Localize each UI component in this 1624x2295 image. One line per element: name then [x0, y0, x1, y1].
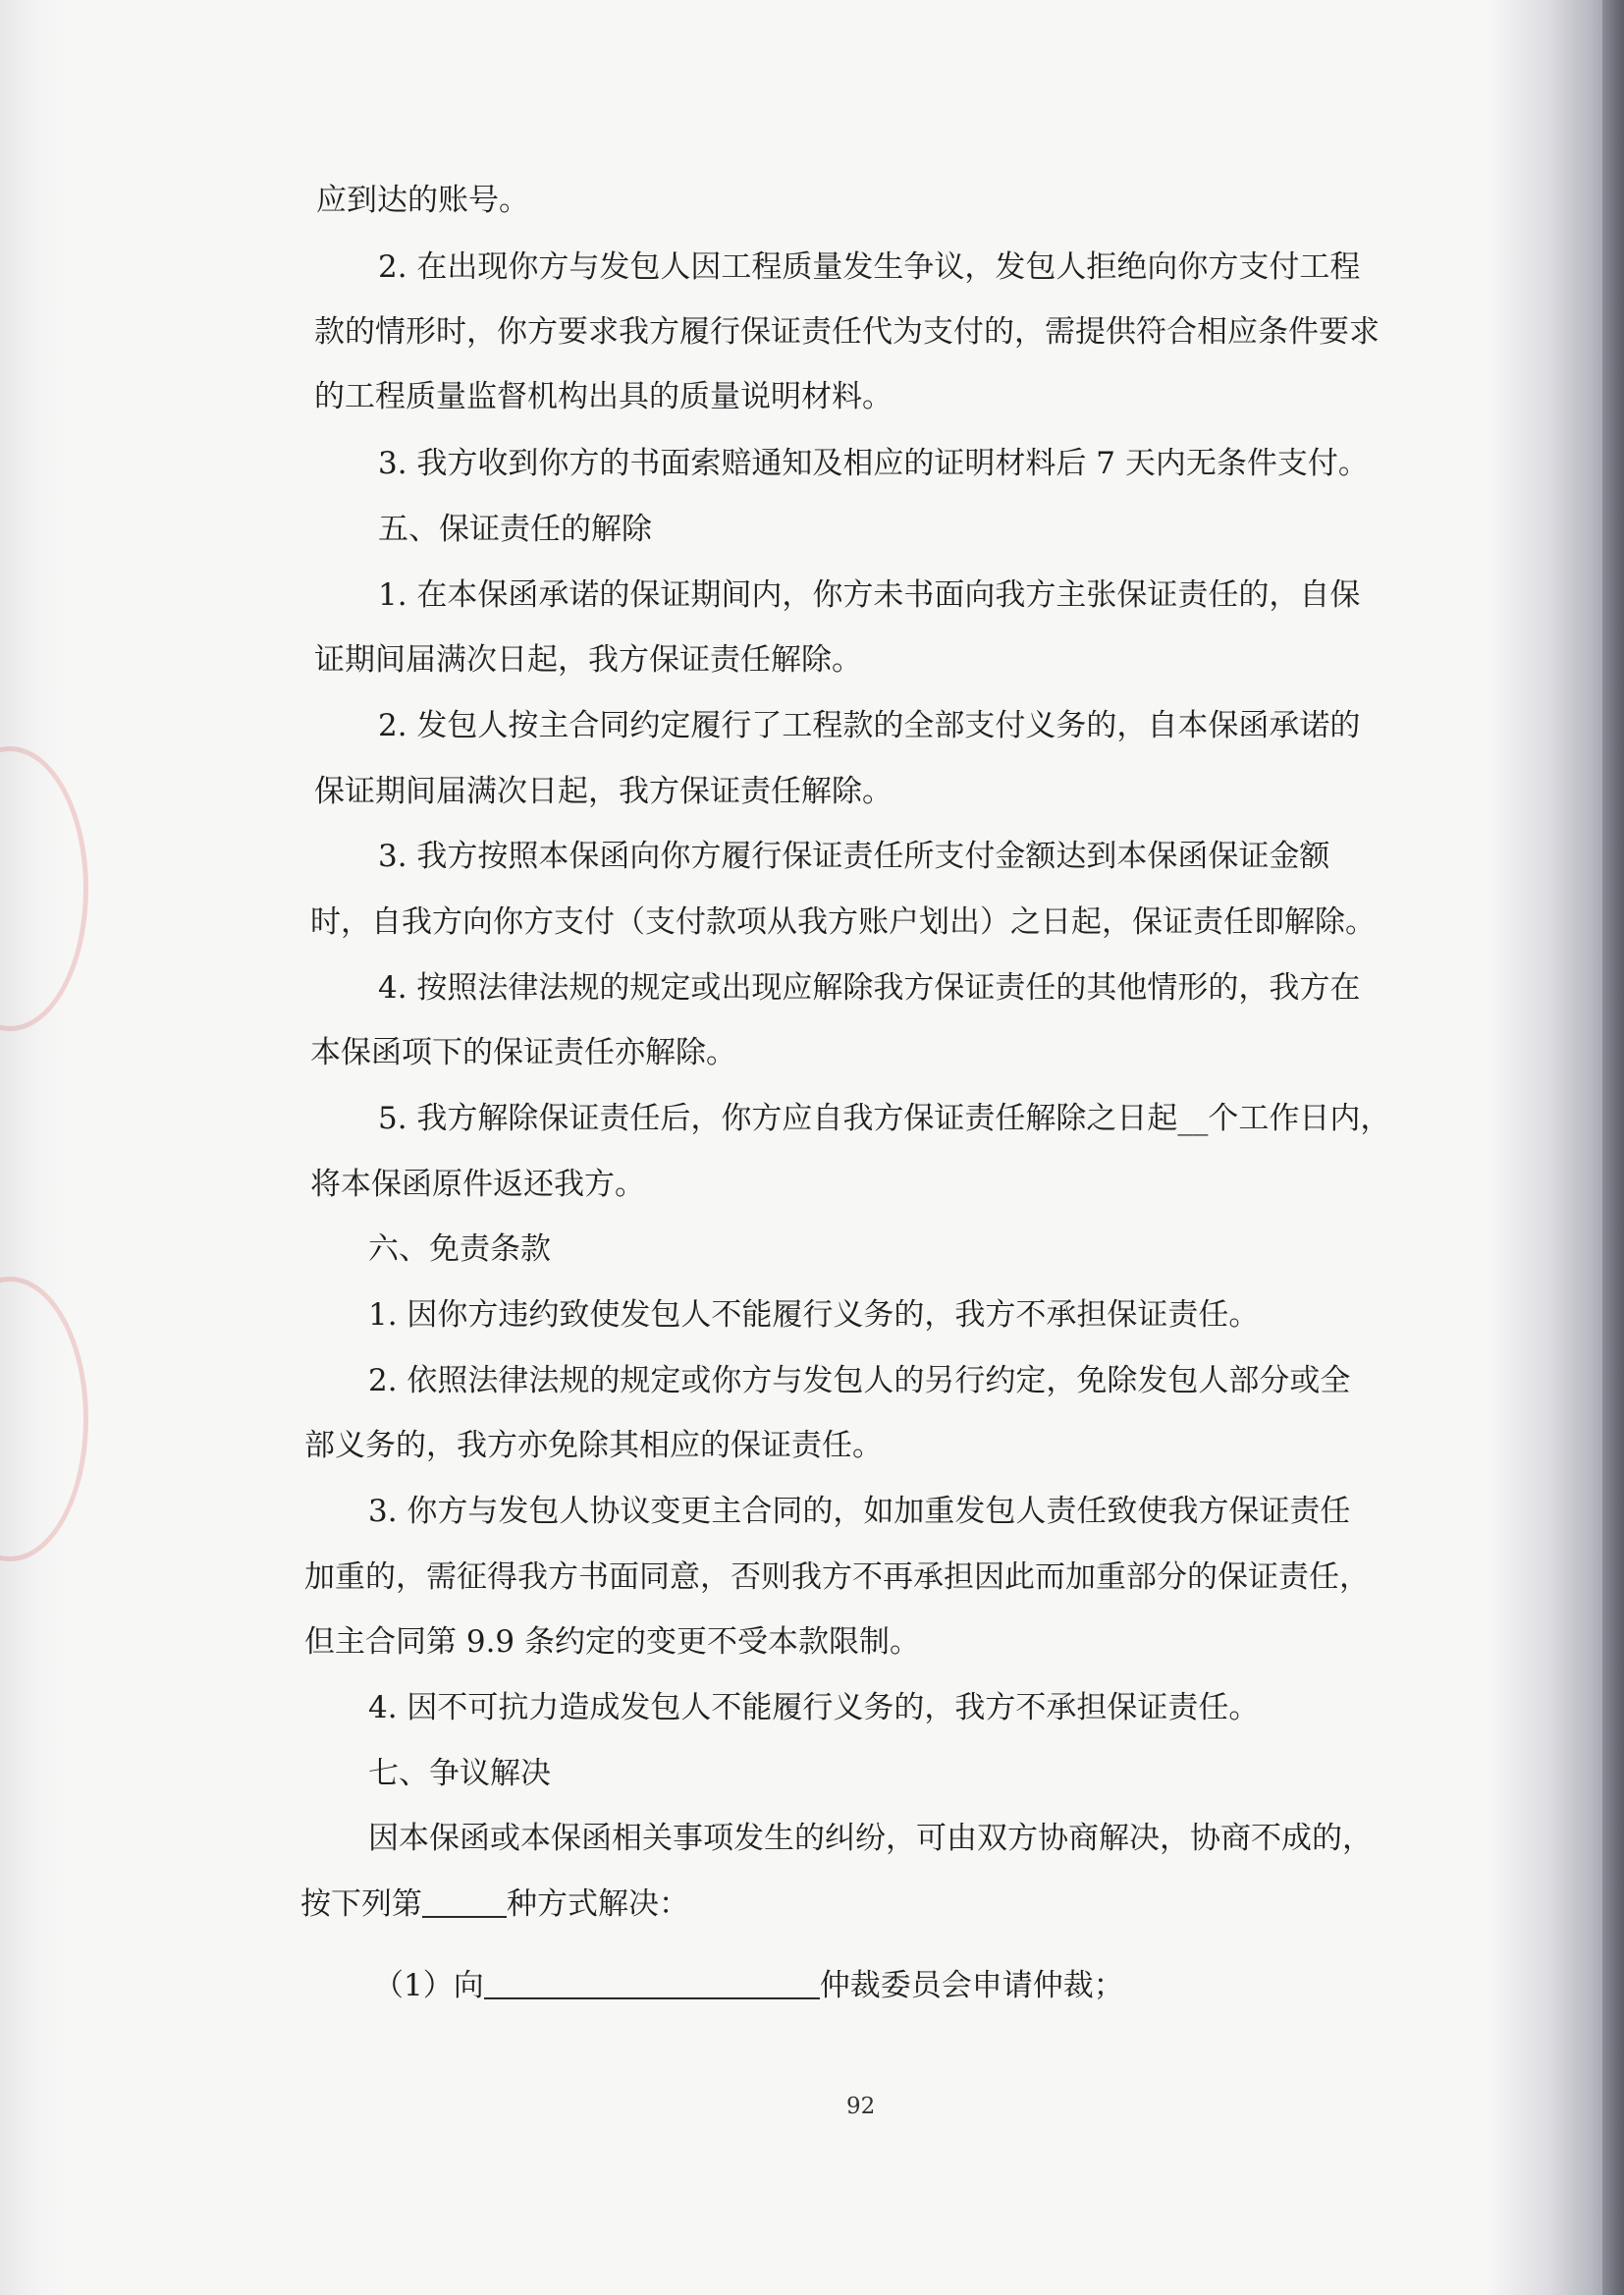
text-line: 但主合同第 9.9 条约定的变更不受本款限制。 — [304, 1624, 921, 1660]
text-line: 本保函项下的保证责任亦解除。 — [310, 1035, 736, 1070]
arbitration-line-suffix: 仲裁委员会申请仲裁； — [819, 1968, 1124, 2003]
text-line: 3. 你方与发包人协议变更主合同的，如加重发包人责任致使我方保证责任 — [368, 1494, 1351, 1529]
scan-left-shadow — [0, 0, 69, 2295]
text-line: 3. 我方按照本保函向你方履行保证责任所支付金额达到本保函保证金额 — [378, 839, 1330, 874]
text-line: 1. 因你方违约致使发包人不能履行义务的，我方不承担保证责任。 — [368, 1297, 1260, 1333]
scan-right-binding — [1602, 0, 1624, 2295]
text-line: 因本保函或本保函相关事项发生的纠纷，可由双方协商解决，协商不成的， — [368, 1821, 1373, 1856]
text-line: 1. 在本保函承诺的保证期间内，你方未书面向我方主张保证责任的，自保 — [378, 577, 1361, 613]
text-line: 2. 发包人按主合同约定履行了工程款的全部支付义务的，自本保函承诺的 — [378, 708, 1361, 743]
arbitration-line-prefix: （1）向 — [373, 1968, 484, 2003]
text-line: 将本保函原件返还我方。 — [310, 1167, 645, 1202]
section-heading: 六、免责条款 — [368, 1231, 551, 1267]
red-seal-stamp — [0, 746, 88, 1031]
red-seal-stamp — [0, 1277, 88, 1561]
text-line: 部义务的，我方亦免除其相应的保证责任。 — [304, 1428, 883, 1463]
text-line: 应到达的账号。 — [316, 183, 529, 218]
text-line: 保证期间届满次日起，我方保证责任解除。 — [314, 774, 893, 809]
section-heading: 七、争议解决 — [368, 1756, 551, 1791]
text-line: 加重的，需征得我方书面同意，否则我方不再承担因此而加重部分的保证责任， — [304, 1559, 1370, 1595]
choice-line-prefix: 按下列第 — [300, 1886, 422, 1922]
page-number: 92 — [846, 2094, 876, 2119]
text-line: 的工程质量监督机构出具的质量说明材料。 — [314, 379, 893, 414]
text-line: 4. 按照法律法规的规定或出现应解除我方保证责任的其他情形的，我方在 — [378, 970, 1361, 1006]
text-line: 4. 因不可抗力造成发包人不能履行义务的，我方不承担保证责任。 — [368, 1690, 1260, 1725]
text-line: 2. 在出现你方与发包人因工程质量发生争议，发包人拒绝向你方支付工程 — [378, 249, 1361, 285]
section-heading: 五、保证责任的解除 — [378, 512, 652, 547]
dispute-choice-line — [300, 1883, 689, 1926]
arbitration-line — [373, 1964, 1124, 2007]
text-line: 款的情形时，你方要求我方履行保证责任代为支付的，需提供符合相应条件要求 — [314, 314, 1380, 350]
text-line: 时，自我方向你方支付（支付款项从我方账户划出）之日起，保证责任即解除。 — [310, 904, 1376, 940]
text-line: 3. 我方收到你方的书面索赔通知及相应的证明材料后 7 天内无条件支付。 — [378, 446, 1369, 481]
text-line: 2. 依照法律法规的规定或你方与发包人的另行约定，免除发包人部分或全 — [368, 1363, 1351, 1398]
arbitration-committee-blank[interactable] — [484, 1968, 820, 1999]
choice-line-suffix: 种方式解决： — [507, 1886, 689, 1922]
text-line: 5. 我方解除保证责任后，你方应自我方保证责任解除之日起__个工作日内， — [378, 1101, 1391, 1136]
resolution-method-blank[interactable] — [422, 1886, 507, 1918]
text-line: 证期间届满次日起，我方保证责任解除。 — [314, 642, 862, 678]
